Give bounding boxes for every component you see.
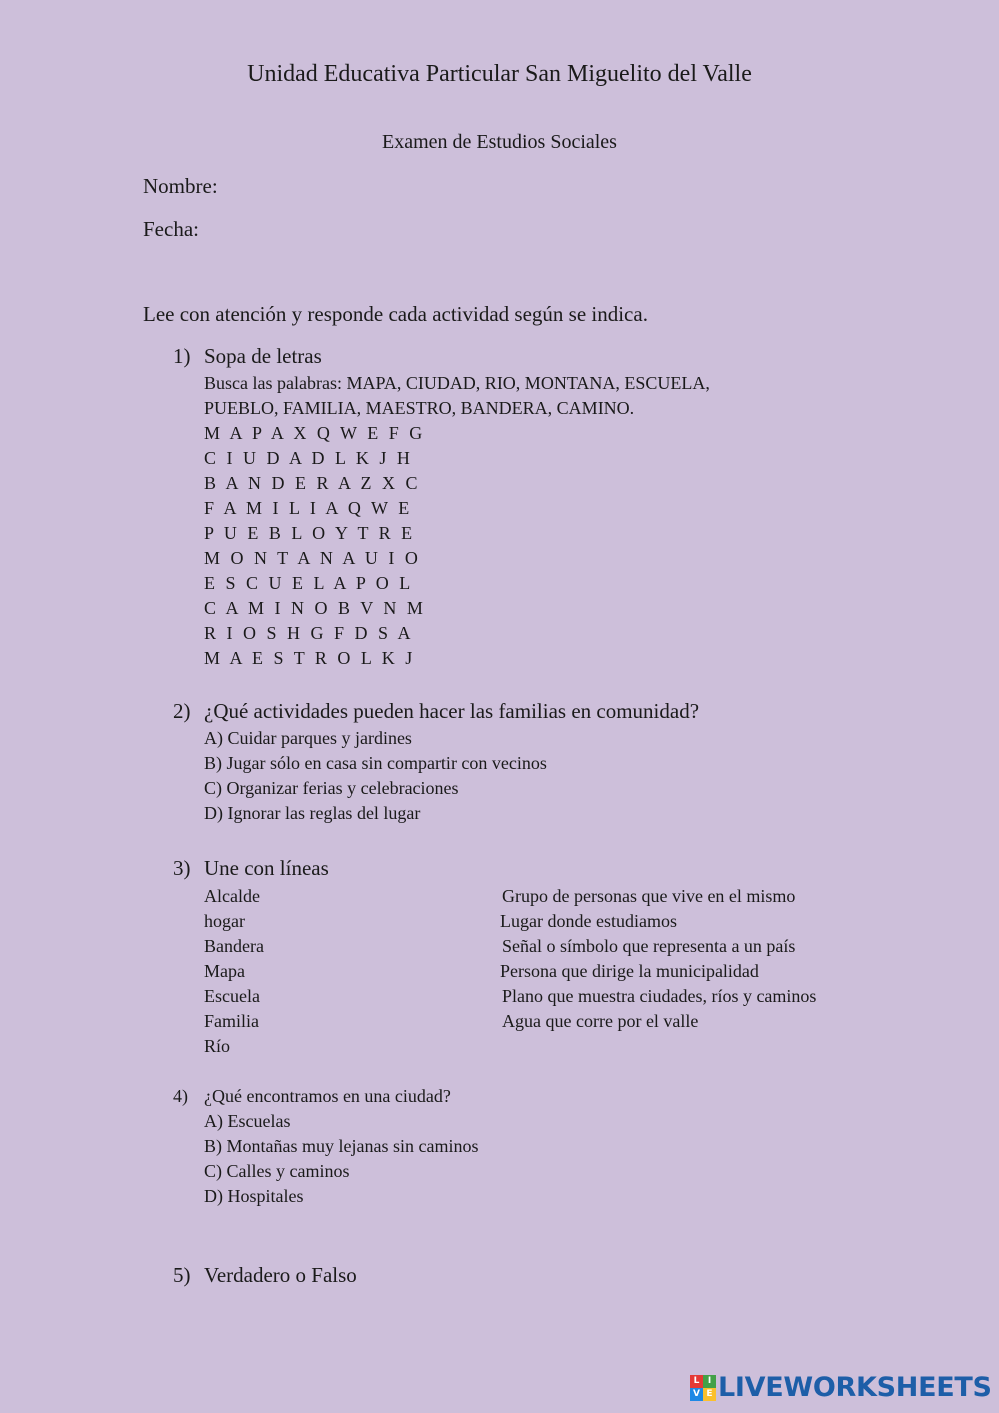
grid-row: B A N D E R A Z X C (204, 473, 421, 493)
q1-prompt-line2: PUEBLO, FAMILIA, MAESTRO, BANDERA, CAMINO. (204, 398, 635, 418)
match-right-item[interactable]: Lugar donde estudiamos (500, 911, 677, 931)
q4-option-c[interactable]: C) Calles y caminos (204, 1161, 350, 1181)
match-right-item[interactable]: Grupo de personas que vive en el mismo (502, 886, 796, 906)
q5-number: 5) (173, 1263, 191, 1287)
q4-title: ¿Qué encontramos en una ciudad? (204, 1086, 451, 1106)
q2-option-c[interactable]: C) Organizar ferias y celebraciones (204, 778, 459, 798)
match-left-item[interactable]: Familia (204, 1011, 259, 1031)
liveworksheets-logo (690, 1372, 992, 1403)
date-label: Fecha: (143, 217, 199, 241)
q3-title: Une con líneas (204, 856, 329, 880)
grid-row: R I O S H G F D S A (204, 623, 414, 643)
grid-row: M O N T A N A U I O (204, 548, 421, 568)
match-right-item[interactable]: Persona que dirige la municipalidad (500, 961, 759, 981)
grid-row: M A E S T R O L K J (204, 648, 416, 668)
q5-title: Verdadero o Falso (204, 1263, 357, 1287)
match-left-item[interactable]: Bandera (204, 936, 264, 956)
q2-option-b[interactable]: B) Jugar sólo en casa sin compartir con vecinos (204, 753, 547, 773)
grid-row: C I U D A D L K J H (204, 448, 413, 468)
match-right-item[interactable]: Agua que corre por el valle (502, 1011, 699, 1031)
grid-row: M A P A X Q W E F G (204, 423, 426, 443)
match-right-item[interactable]: Señal o símbolo que representa a un país (502, 936, 796, 956)
grid-row: F A M I L I A Q W E (204, 498, 413, 518)
grid-row: P U E B L O Y T R E (204, 523, 416, 543)
q4-option-a[interactable]: A) Escuelas (204, 1111, 291, 1131)
q1-title: Sopa de letras (204, 344, 322, 368)
instructions: Lee con atención y responde cada actividad según se indica. (143, 302, 648, 326)
school-name: Unidad Educativa Particular San Miguelito del Valle (247, 61, 752, 87)
grid-row: C A M I N O B V N M (204, 598, 426, 618)
q2-option-d[interactable]: D) Ignorar las reglas del lugar (204, 803, 421, 823)
q2-option-a[interactable]: A) Cuidar parques y jardines (204, 728, 412, 748)
match-right-item[interactable]: Plano que muestra ciudades, ríos y caminos (502, 986, 817, 1006)
logo-mark-icon: L I V E (690, 1375, 716, 1401)
q1-prompt-line1: Busca las palabras: MAPA, CIUDAD, RIO, MONTANA, ESCUELA, (204, 373, 710, 393)
q1-number: 1) (173, 344, 191, 368)
q4-option-b[interactable]: B) Montañas muy lejanas sin caminos (204, 1136, 479, 1156)
exam-title: Examen de Estudios Sociales (382, 131, 617, 153)
match-left-item[interactable]: Escuela (204, 986, 260, 1006)
match-left-item[interactable]: Mapa (204, 961, 245, 981)
q2-title: ¿Qué actividades pueden hacer las familias en comunidad? (204, 699, 700, 723)
q4-option-d[interactable]: D) Hospitales (204, 1186, 304, 1206)
grid-row: E S C U E L A P O L (204, 573, 414, 593)
match-left-item[interactable]: Río (204, 1036, 231, 1056)
match-left-item[interactable]: Alcalde (204, 886, 260, 906)
logo-text: LIVEWORKSHEETS (718, 1372, 992, 1403)
q3-number: 3) (173, 856, 191, 880)
q4-number: 4) (173, 1086, 188, 1106)
match-left-item[interactable]: hogar (204, 911, 245, 931)
q2-number: 2) (173, 699, 191, 723)
name-label: Nombre: (143, 174, 218, 198)
